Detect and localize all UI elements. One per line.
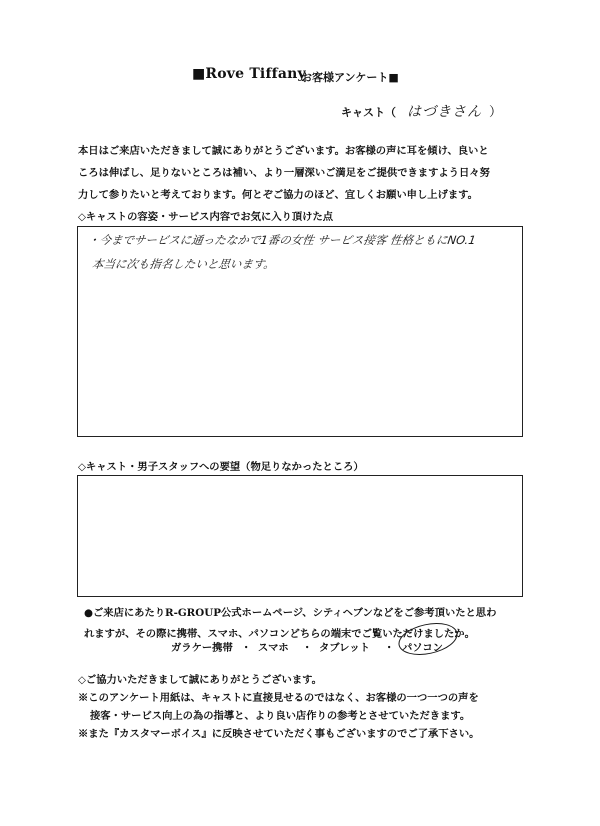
cast-label: キャスト（ [341, 106, 396, 119]
cast-paren-close: ） [489, 105, 503, 120]
option-separator: ・ [241, 642, 252, 654]
option-separator: ・ [384, 642, 395, 654]
intro-line: ころは伸ばし、足りないところは補い、より一層深いご満足をご提供できますよう日々努 [78, 167, 490, 179]
footer-note-line: ※このアンケート用紙は、キャストに直接見せるのではなく、お客様の一つ一つの声を [78, 692, 479, 704]
brand-title: ■Rove Tiffany [192, 66, 306, 82]
option-pc: パソコン [402, 642, 443, 654]
rgroup-question-line: れますが、その際に携帯、スマホ、パソコンどちらの端末でご覧いただけましたか。 [84, 628, 475, 640]
thanks-message: ◇ご協力いただきまして誠にありがとうございます。 [78, 674, 322, 686]
favorite-handwritten-line: 本当に次も指名したいと思います。 [91, 257, 277, 271]
favorite-section-label: ◇キャストの容姿・サービス内容でお気に入り頂けた点 [78, 211, 334, 223]
cast-name-handwritten: はづきさん [407, 104, 482, 120]
intro-line: 本日はご来店いただきまして誠にありがとうございます。お客様の声に耳を傾け、良いと [78, 145, 489, 157]
request-section-label: ◇キャスト・男子スタッフへの要望（物足りなかったところ） [78, 461, 364, 473]
footer-note-line: 接客・サービス向上の為の指導と、より良い店作りの参考とさせていただきます。 [90, 710, 471, 722]
option-separator: ・ [302, 642, 313, 654]
intro-paragraph [78, 140, 548, 206]
option-feature-phone: ガラケー携帯 [171, 642, 233, 654]
rgroup-question-line: ●ご来店にあたりR-GROUP公式ホームページ、シティヘブンなどをご参考頂いたと思わ [84, 607, 497, 619]
option-smartphone: スマホ [258, 642, 289, 654]
footer-notes [78, 689, 479, 743]
intro-line: 力して参りたいと考えております。何とぞご協力のほど、宜しくお願い申し上げます。 [78, 189, 478, 201]
option-tablet: タブレット [319, 642, 370, 654]
request-answer-box [77, 475, 523, 597]
footer-note-line: ※また『カスタマーボイス』に反映させていただく事もございますのでご了承下さい。 [78, 728, 480, 740]
favorite-handwritten-line: ・今までサービスに通ったなかで1番の女性 サービス接客 性格ともにNO.1 [87, 233, 477, 247]
survey-title: お客様アンケート■ [301, 71, 399, 84]
